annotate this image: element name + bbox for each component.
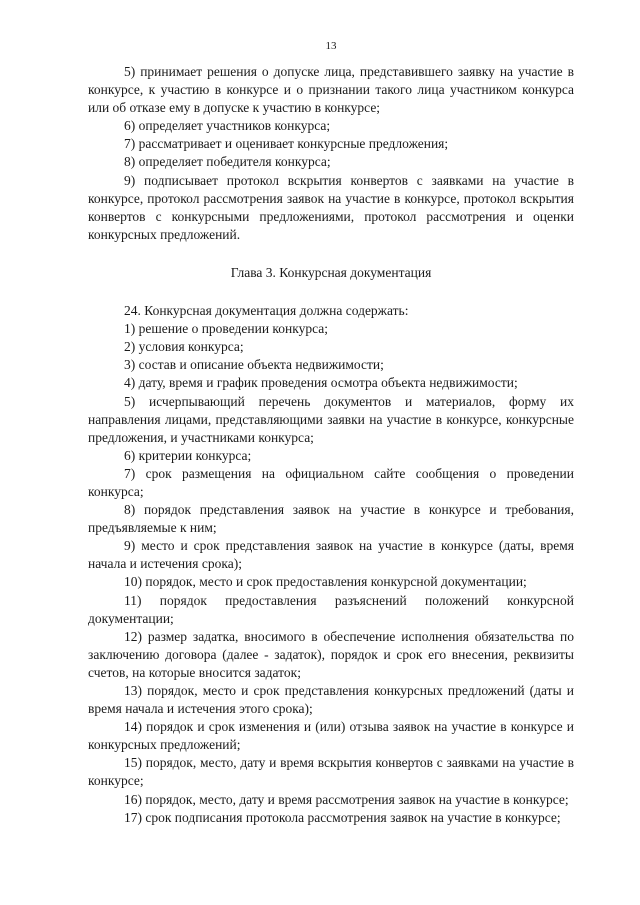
paragraph-item-9: 9) подписывает протокол вскрытия конвертов с заявками на участие в конкурсе, протокол рассмотрения заявок на участие в конкурсе, протокол вскрытия конвертов с конкурсными предложениями, протокол рассмотрения и оценки конкурсных предложений. (88, 172, 574, 242)
paragraph-subitem-16: 16) порядок, место, дату и время рассмотрения заявок на участие в конкурсе; (124, 791, 569, 807)
chapter-heading: Глава 3. Конкурсная документация (230, 264, 432, 280)
page-number: 13 (325, 40, 337, 52)
paragraph-subitem-15: 15) порядок, место, дату и время вскрытия конвертов с заявками на участие в конкурсе; (88, 755, 574, 789)
paragraph-item-6: 6) определяет участников конкурса; (124, 118, 331, 134)
paragraph-subitem-8: 8) порядок представления заявок на участие в конкурсе и требования, предъявляемые к ним; (88, 502, 574, 536)
document-body (88, 63, 574, 827)
paragraph-item-8: 8) определяет победителя конкурса; (124, 154, 331, 170)
paragraph-subitem-10: 10) порядок, место и срок предоставления конкурсной документации; (124, 574, 527, 590)
paragraph-subitem-4: 4) дату, время и график проведения осмотра объекта недвижимости; (124, 375, 518, 391)
paragraph-item-5: 5) принимает решения о допуске лица, представившего заявку на участие в конкурсе, к участию в конкурсе и о признании такого лица участником конкурса или об отказе ему в допуске к участию в конкурсе; (88, 64, 574, 116)
paragraph-subitem-2: 2) условия конкурса; (124, 339, 244, 355)
paragraph-subitem-5: 5) исчерпывающий перечень документов и материалов, форму их направления лицами, представляющими заявки на участие в конкурсе, конкурсные предложения, и участниками конкурса; (88, 393, 574, 445)
paragraph-item-7: 7) рассматривает и оценивает конкурсные предложения; (124, 136, 449, 152)
paragraph-clause-24: 24. Конкурсная документация должна содержать: (124, 303, 409, 319)
paragraph-subitem-3: 3) состав и описание объекта недвижимости; (124, 357, 384, 373)
paragraph-subitem-7: 7) срок размещения на официальном сайте сообщения о проведении конкурса; (88, 465, 574, 499)
paragraph-subitem-14: 14) порядок и срок изменения и (или) отзыва заявок на участие в конкурсе и конкурсных предложений; (88, 719, 574, 753)
paragraph-subitem-6: 6) критерии конкурса; (124, 447, 252, 463)
paragraph-subitem-13: 13) порядок, место и срок представления конкурсных предложений (даты и время начала и истечения этого срока); (88, 683, 574, 717)
paragraph-subitem-1: 1) решение о проведении конкурса; (124, 321, 329, 337)
paragraph-subitem-12: 12) размер задатка, вносимого в обеспечение исполнения обязательства по заключению договора (далее - задаток), порядок и срок его внесения, реквизиты счетов, на которые вносится задаток; (88, 628, 574, 680)
paragraph-subitem-9: 9) место и срок представления заявок на участие в конкурсе (даты, время начала и истечения срока); (88, 538, 574, 572)
document-page (88, 0, 574, 905)
paragraph-subitem-11: 11) порядок предоставления разъяснений положений конкурсной документации; (88, 592, 574, 626)
paragraph-subitem-17: 17) срок подписания протокола рассмотрения заявок на участие в конкурсе; (124, 809, 561, 825)
